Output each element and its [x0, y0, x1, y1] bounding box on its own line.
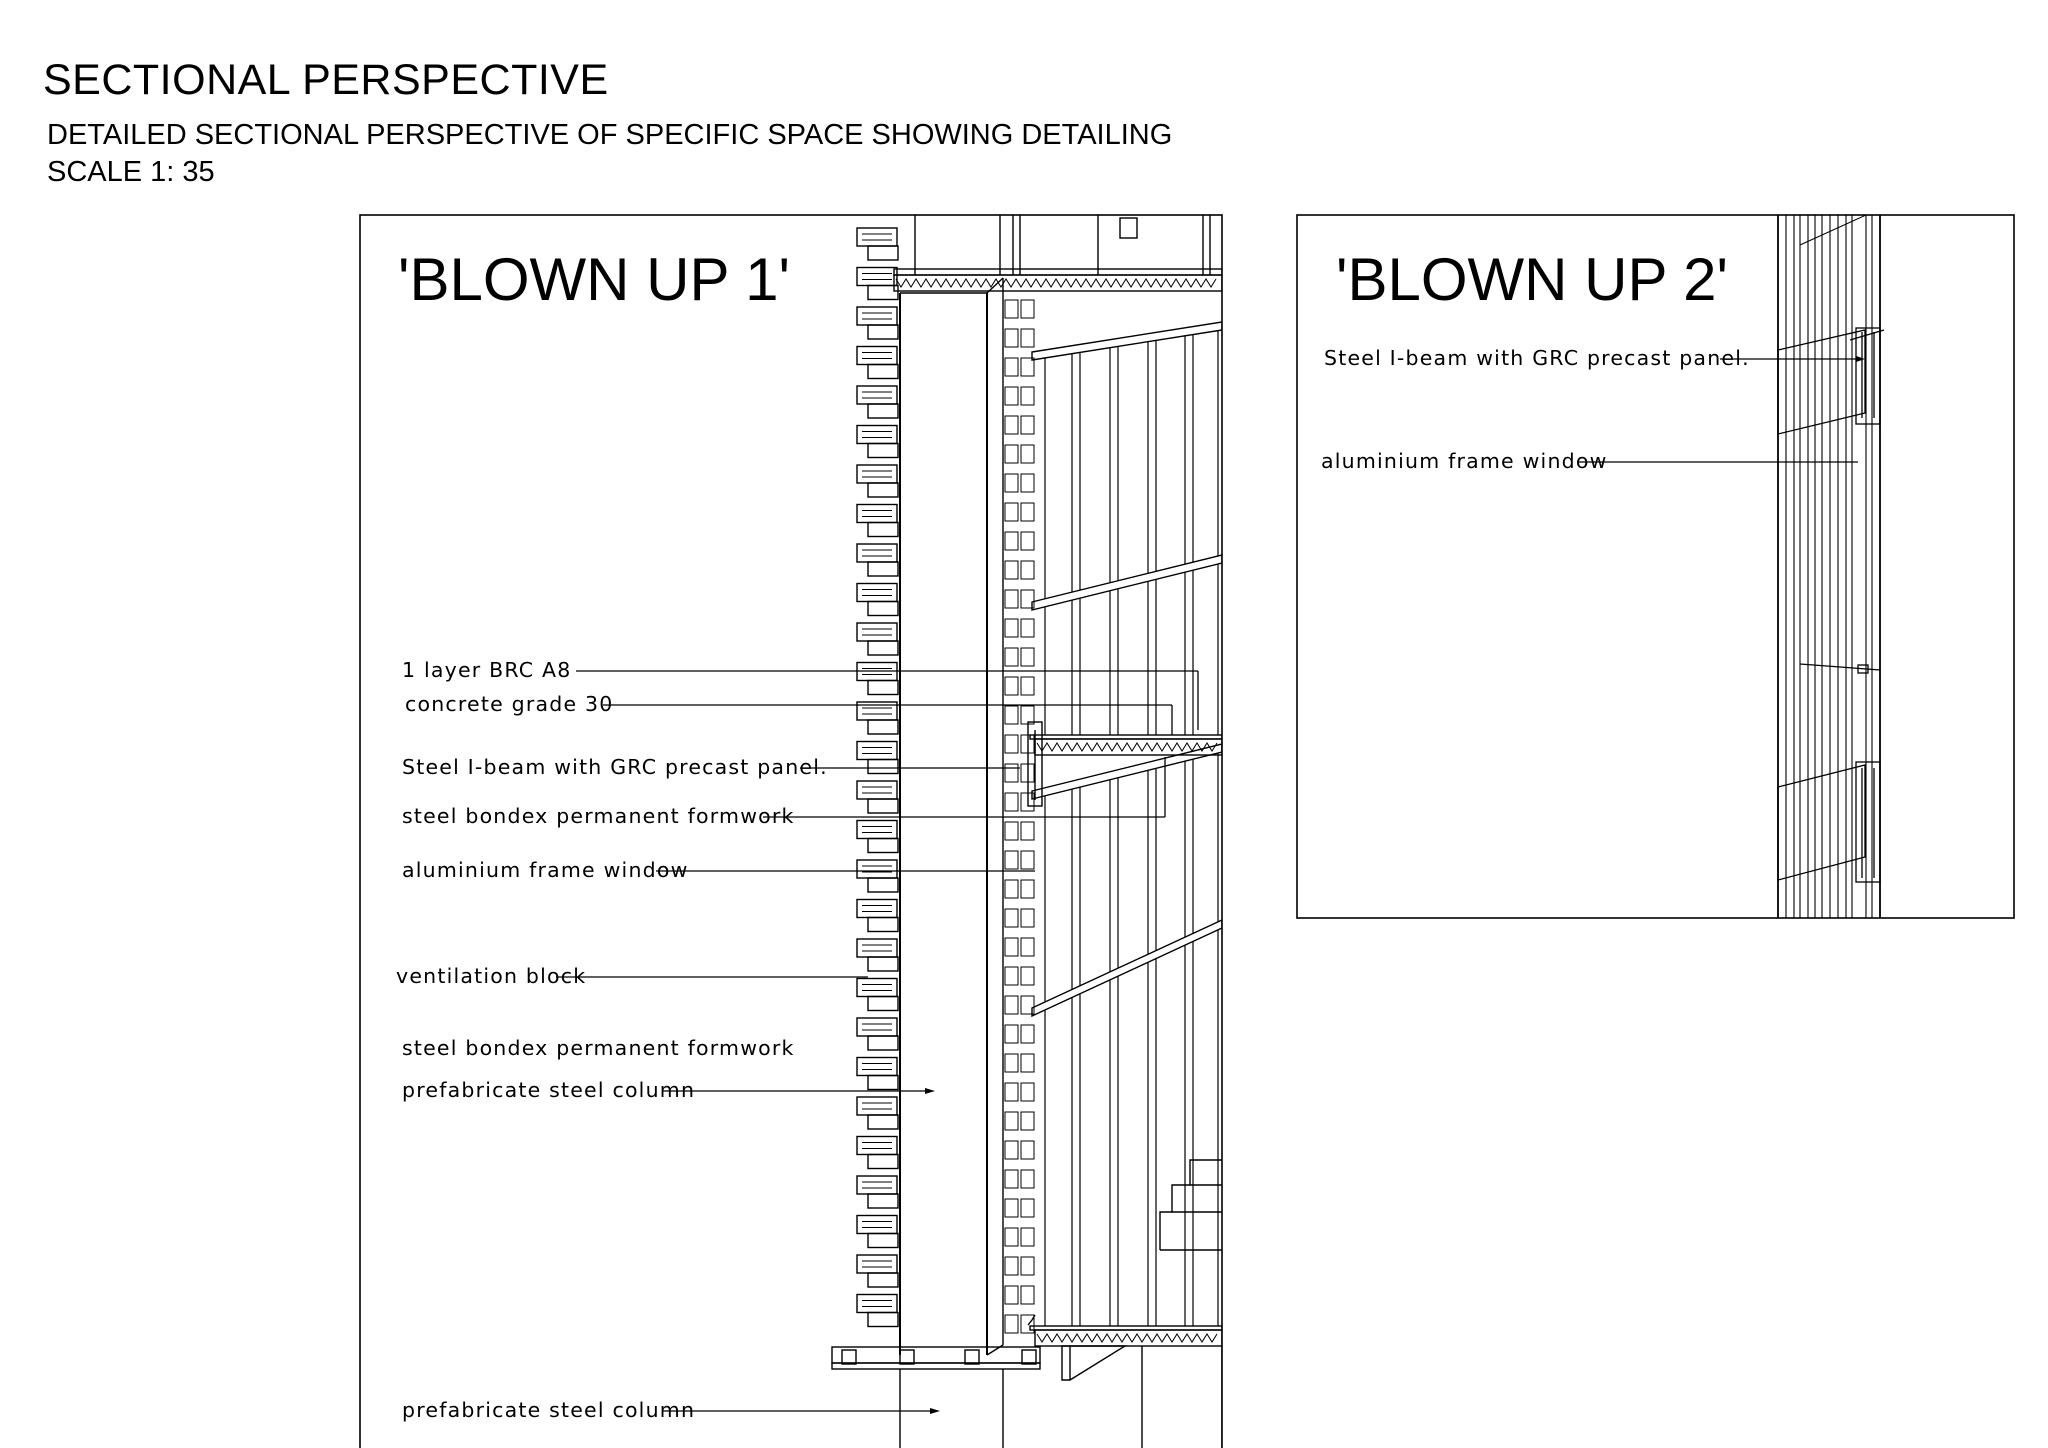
ventilation-block-inner: [868, 720, 898, 734]
ventilation-block: [857, 307, 897, 325]
block-cell: [1005, 503, 1018, 521]
block-cell: [1005, 648, 1018, 666]
ventilation-block: [857, 268, 897, 286]
ventilation-block-inner: [868, 1313, 898, 1327]
block-cell: [1005, 851, 1018, 869]
ventilation-block: [857, 347, 897, 365]
ventilation-block: [857, 544, 897, 562]
block-cell: [1021, 822, 1034, 840]
aluminium-window-frames: [1045, 331, 1218, 1326]
block-cell: [1021, 851, 1034, 869]
block-cell: [1005, 967, 1018, 985]
block-cell: [1021, 1170, 1034, 1188]
block-cell: [1021, 503, 1034, 521]
panel2-title: 'BLOWN UP 2': [1336, 246, 1728, 313]
ventilation-block: [857, 505, 897, 523]
block-cell: [1005, 1112, 1018, 1130]
ventilation-block-inner: [868, 1234, 898, 1248]
ventilation-block-inner: [868, 957, 898, 971]
ventilation-block: [857, 742, 897, 760]
ventilation-block-inner: [868, 918, 898, 932]
block-cell: [1021, 967, 1034, 985]
block-cell: [1021, 619, 1034, 637]
ventilation-block-inner: [868, 1155, 898, 1169]
block-cell: [1005, 387, 1018, 405]
block-cell: [1021, 561, 1034, 579]
ventilation-block: [857, 860, 897, 878]
ventilation-block-inner: [868, 523, 898, 537]
ventilation-block-inner: [868, 404, 898, 418]
block-cell: [1005, 1286, 1018, 1304]
blown-up-2-panel: [1297, 215, 2014, 918]
page-subtitle: DETAILED SECTIONAL PERSPECTIVE OF SPECIFIC SPACE SHOWING DETAILING: [47, 119, 1173, 151]
block-cell: [1005, 996, 1018, 1014]
ventilation-block: [857, 781, 897, 799]
ventilation-block: [857, 465, 897, 483]
scale-note: SCALE 1: 35: [47, 156, 215, 188]
panel1-frame: [360, 215, 1222, 1448]
block-cell: [1005, 474, 1018, 492]
block-cell: [1021, 416, 1034, 434]
label-bondex-2: steel bondex permanent formwork: [402, 1036, 795, 1060]
block-cell: [1005, 880, 1018, 898]
panel1-title: 'BLOWN UP 1': [398, 246, 790, 313]
panel2-top-edge: [1800, 215, 1866, 245]
label-brc-a8: 1 layer BRC A8: [402, 658, 572, 682]
ventilation-block: [857, 939, 897, 957]
block-cell: [1005, 445, 1018, 463]
ventilation-block: [857, 979, 897, 997]
ventilation-block: [857, 584, 897, 602]
block-cell: [1005, 938, 1018, 956]
grc-panel-lower: [1778, 762, 1880, 882]
block-cell: [1005, 1315, 1018, 1333]
block-cell: [1005, 1025, 1018, 1043]
ventilation-block-inner: [868, 246, 898, 260]
label-ventilation-block: ventilation block: [396, 964, 587, 988]
ventilation-block: [857, 623, 897, 641]
block-cell: [1005, 1199, 1018, 1217]
ventilation-block-inner: [868, 602, 898, 616]
block-cell: [1005, 329, 1018, 347]
ventilation-block-inner: [868, 1273, 898, 1287]
ventilation-block: [857, 228, 897, 246]
block-cell: [1021, 1286, 1034, 1304]
block-cell: [1005, 358, 1018, 376]
label-steel-column-1: prefabricate steel column: [402, 1078, 696, 1102]
ventilation-block: [857, 821, 897, 839]
ventilation-block-inner: [868, 562, 898, 576]
block-cell: [1005, 561, 1018, 579]
ventilation-blocks: [857, 228, 898, 1327]
block-cell: [1021, 329, 1034, 347]
block-cell: [1005, 1054, 1018, 1072]
ventilation-block: [857, 1176, 897, 1194]
label-aluminium-window-1: aluminium frame window: [402, 858, 689, 882]
block-cell: [1021, 880, 1034, 898]
ventilation-block-inner: [868, 1115, 898, 1129]
block-cell: [1021, 1141, 1034, 1159]
ventilation-block-inner: [868, 641, 898, 655]
ventilation-block: [857, 1097, 897, 1115]
ventilation-block-inner: [868, 799, 898, 813]
block-cell: [1005, 1083, 1018, 1101]
block-cell: [1021, 938, 1034, 956]
ventilation-block: [857, 1137, 897, 1155]
ventilation-block: [857, 426, 897, 444]
block-cell: [1005, 300, 1018, 318]
block-cell: [1021, 1025, 1034, 1043]
block-cell: [1021, 300, 1034, 318]
stairs: [1160, 1160, 1222, 1250]
label-p2-steel-ibeam: Steel I-beam with GRC precast panel.: [1324, 346, 1750, 370]
block-cell: [1021, 1054, 1034, 1072]
block-cell: [1021, 532, 1034, 550]
ventilation-block: [857, 1255, 897, 1273]
block-cell: [1005, 822, 1018, 840]
block-cell: [1005, 706, 1018, 724]
block-cell: [1005, 416, 1018, 434]
ventilation-block: [857, 1018, 897, 1036]
block-cell: [1021, 1257, 1034, 1275]
block-cell: [1005, 1170, 1018, 1188]
ventilation-block-inner: [868, 1194, 898, 1208]
block-cell: [1005, 1228, 1018, 1246]
label-p2-aluminium-window: aluminium frame window: [1321, 449, 1608, 473]
panel2-frame: [1297, 215, 2014, 918]
ventilation-block: [857, 1295, 897, 1313]
block-cell: [1005, 590, 1018, 608]
block-cell: [1005, 619, 1018, 637]
label-bondex-1: steel bondex permanent formwork: [402, 804, 795, 828]
label-concrete-grade: concrete grade 30: [405, 692, 614, 716]
ground-beam: [832, 1346, 1222, 1448]
blown-up-1-panel: [360, 215, 1222, 1448]
block-cell: [1021, 474, 1034, 492]
ventilation-block: [857, 900, 897, 918]
block-cell: [1021, 1083, 1034, 1101]
ventilation-block-inner: [868, 760, 898, 774]
label-steel-ibeam: Steel I-beam with GRC precast panel.: [402, 755, 828, 779]
block-cell: [1005, 1141, 1018, 1159]
ventilation-block-inner: [868, 325, 898, 339]
block-cell: [1005, 735, 1018, 753]
panel1-annotations: [396, 658, 1198, 1422]
ventilation-block-inner: [868, 1036, 898, 1050]
label-steel-column-2: prefabricate steel column: [402, 1398, 696, 1422]
block-cell: [1005, 793, 1018, 811]
block-cell: [1021, 387, 1034, 405]
ventilation-block-inner: [868, 444, 898, 458]
ventilation-block-inner: [868, 681, 898, 695]
block-cell: [1021, 1199, 1034, 1217]
ventilation-block-inner: [868, 365, 898, 379]
block-cell: [1005, 1257, 1018, 1275]
block-cell: [1021, 1228, 1034, 1246]
roof-structure: [915, 215, 1210, 275]
block-cell: [1005, 532, 1018, 550]
block-cell: [1021, 706, 1034, 724]
ventilation-block-inner: [868, 997, 898, 1011]
ventilation-block-inner: [868, 878, 898, 892]
arrow-steel-column-2: [930, 1408, 940, 1414]
block-cell: [1021, 1112, 1034, 1130]
ventilation-block: [857, 1058, 897, 1076]
ventilation-block-inner: [868, 483, 898, 497]
page-title: SECTIONAL PERSPECTIVE: [43, 56, 609, 104]
block-cell: [1021, 909, 1034, 927]
block-cell: [1005, 677, 1018, 695]
panel2-annotations: [1321, 346, 1865, 473]
arrow-steel-column-1: [925, 1088, 935, 1094]
ventilation-block: [857, 386, 897, 404]
block-cell: [1021, 677, 1034, 695]
arrow-p2-steel-ibeam: [1856, 356, 1865, 362]
block-cell: [1005, 764, 1018, 782]
block-cell: [1021, 648, 1034, 666]
block-cell: [1021, 445, 1034, 463]
block-cell: [1005, 909, 1018, 927]
ventilation-block-inner: [868, 839, 898, 853]
ventilation-block: [857, 1216, 897, 1234]
ventilation-block-inner: [868, 1076, 898, 1090]
